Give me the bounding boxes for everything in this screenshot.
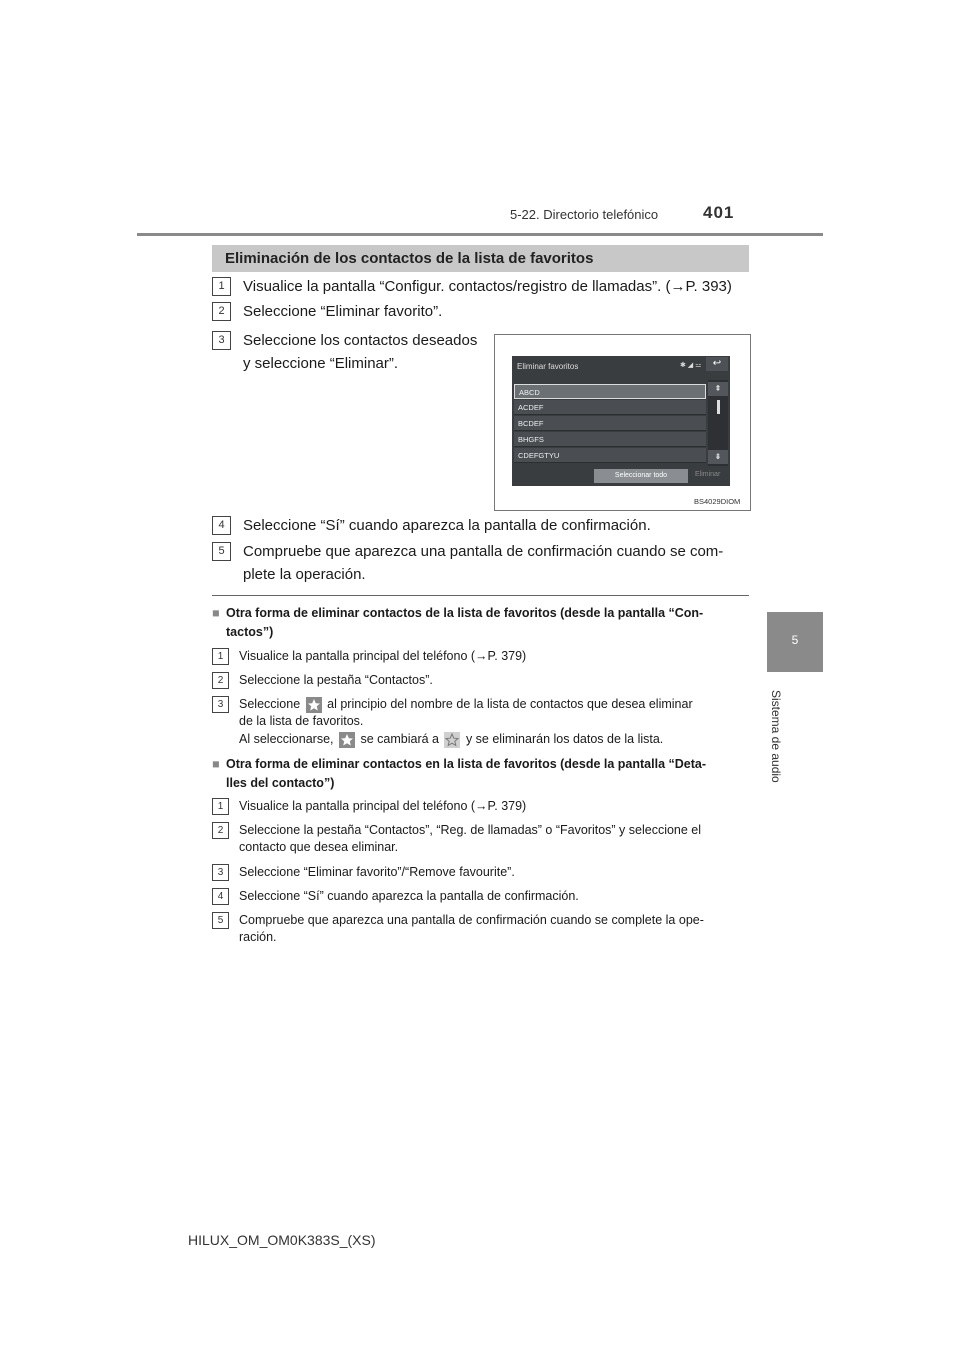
step-text: de la lista de favoritos. [239,714,364,728]
contact-row[interactable]: ABCD [514,384,706,399]
screen-title: Eliminar favoritos [517,362,579,371]
section-title-bar [212,245,749,272]
bullet-icon: ■ [212,606,220,620]
star-filled-icon [339,732,355,748]
star-filled-icon [306,697,322,713]
contact-row[interactable]: CDEFGTYU [514,448,706,463]
bullet-icon: ■ [212,757,220,771]
step-text: Seleccione los contactos deseados [243,332,478,349]
footer-model-code: HILUX_OM_OM0K383S_(XS) [188,1232,376,1248]
step-text: Visualice la pantalla principal del teléfono (→P. 379) [239,649,527,663]
step-number: 3 [212,696,229,713]
subsection-heading: tactos”) [226,625,274,639]
step-text [239,696,749,713]
chapter-label-text: Sistema de audio [769,690,783,783]
figure-code: BS4029DIOM [694,497,741,506]
divider [212,595,749,596]
contact-row[interactable]: ACDEF [514,400,706,415]
back-button[interactable]: ↩ [706,357,728,371]
step-text-part: se cambiará a [360,732,439,746]
step-number: 5 [212,542,231,561]
step-number: 1 [212,798,229,815]
step-number: 2 [212,672,229,689]
subsection-heading: lles del contacto”) [226,776,335,790]
header-section-title: 5-22. Directorio telefónico [510,207,659,222]
step-number: 2 [212,822,229,839]
select-all-button[interactable]: Seleccionar todo [594,469,688,483]
step-number: 4 [212,516,231,535]
header-rule [137,233,823,236]
star-outline-icon [444,732,460,748]
status-icons: ✱ ◢ ⚍ [680,362,702,369]
step-number: 4 [212,888,229,905]
scroll-down-icon[interactable]: ⇟ [708,450,728,464]
step-text: Seleccione la pestaña “Contactos”. [239,673,433,687]
step-number: 1 [212,648,229,665]
chapter-tab: 5 [767,612,823,672]
step-text: Compruebe que aparezca una pantalla de confirmación cuando se complete la ope- [239,913,704,927]
step-text: Seleccione “Eliminar favorito”/“Remove favourite”. [239,865,515,879]
step-text-part: Al seleccionarse, [239,732,334,746]
step-text: Seleccione “Sí” cuando aparezca la pantalla de confirmación. [239,889,579,903]
chapter-label [765,690,785,790]
contact-row[interactable]: BHGFS [514,432,706,447]
step-text-part: Seleccione [239,697,301,711]
scroll-up-icon[interactable]: ⇞ [708,382,728,396]
subsection-heading: Otra forma de eliminar contactos en la lista de favoritos (desde la pantalla “Deta- [226,757,706,771]
step-text: ración. [239,930,277,944]
step-text: plete la operación. [243,566,366,583]
contact-row[interactable]: BCDEF [514,416,706,431]
step-text: Seleccione “Sí” cuando aparezca la pantalla de confirmación. [243,517,651,534]
step-number: 5 [212,912,229,929]
head-unit-screen [512,356,730,486]
step-text: Compruebe que aparezca una pantalla de confirmación cuando se com- [243,543,724,560]
step-number: 1 [212,277,231,296]
step-text: Visualice la pantalla principal del teléfono (→P. 379) [239,799,527,813]
step-text: Visualice la pantalla “Configur. contactos/registro de llamadas”. (→P. 393) [243,278,732,295]
step-number: 2 [212,302,231,321]
step-number: 3 [212,864,229,881]
step-text: contacto que desea eliminar. [239,840,399,854]
subsection-heading: Otra forma de eliminar contactos de la lista de favoritos (desde la pantalla “Con- [226,606,704,620]
step-text [239,731,663,748]
scroll-thumb[interactable] [717,400,720,414]
step-text: y seleccione “Eliminar”. [243,355,399,372]
step-number: 3 [212,331,231,350]
page-number: 401 [703,203,735,222]
section-title: Eliminación de los contactos de la lista de favoritos [225,250,594,267]
step-text-part: y se eliminarán los datos de la lista. [465,732,664,746]
step-text: Seleccione “Eliminar favorito”. [243,303,443,320]
step-text-part: al principio del nombre de la lista de contactos que desea eliminar [327,697,693,711]
step-text: Seleccione la pestaña “Contactos”, “Reg. de llamadas” o “Favoritos” y seleccione el [239,823,702,837]
delete-button[interactable]: Eliminar [695,471,721,478]
